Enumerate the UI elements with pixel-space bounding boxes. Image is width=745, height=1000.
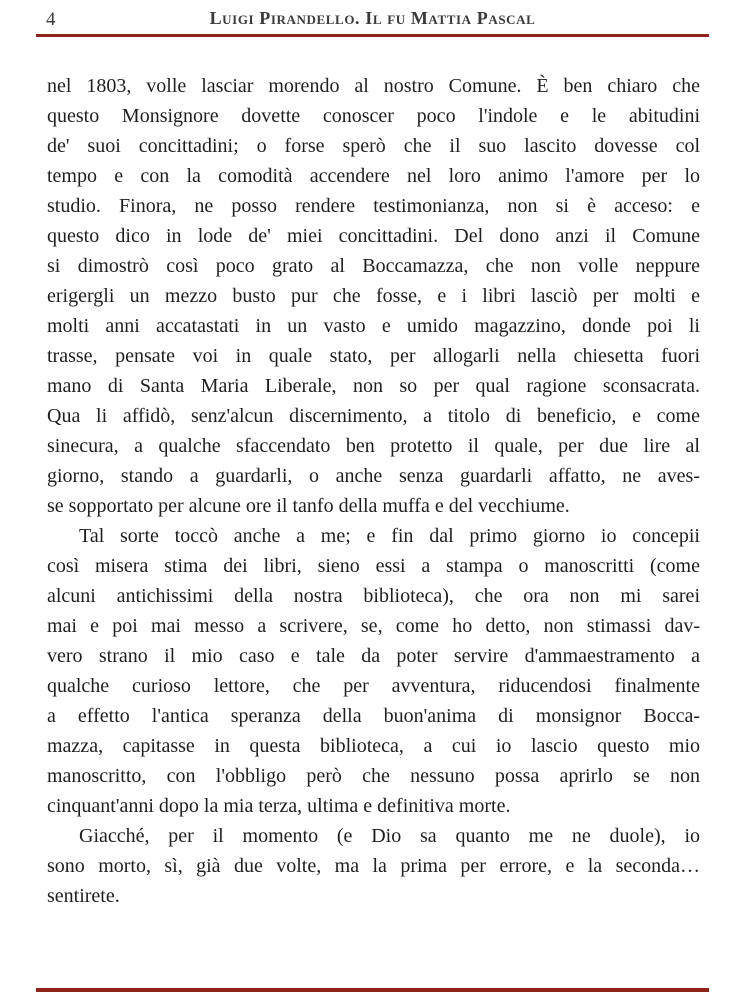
text-line: a effetto l'antica speranza della buon'anima di monsignor Bocca- <box>47 705 700 727</box>
text-line: tempo e con la comodità accendere nel loro animo l'amore per lo <box>47 165 700 187</box>
text-line: vero strano il mio caso e tale da poter servire d'ammaestramento a <box>47 645 700 667</box>
body-text <box>47 71 700 911</box>
text-line: se sopportato per alcune ore il tanfo della muffa e del vecchiume. <box>47 495 570 517</box>
text-line: mai e poi mai messo a scrivere, se, come ho detto, non stimassi dav- <box>47 615 700 637</box>
text-line: erigergli un mezzo busto pur che fosse, e i libri lasciò per molti e <box>47 285 700 307</box>
header-rule <box>36 34 709 37</box>
text-line: studio. Finora, ne posso rendere testimonianza, non si è acceso: e <box>47 195 700 217</box>
text-line: manoscritto, con l'obbligo però che nessuno possa aprirlo se non <box>47 765 700 787</box>
text-line: mano di Santa Maria Liberale, non so per qual ragione sconsacrata. <box>47 375 700 397</box>
text-line: Giacché, per il momento (e Dio sa quanto me ne duole), io <box>79 825 700 847</box>
text-line: de' suoi concittadini; o forse sperò che il suo lascito dovesse col <box>47 135 700 157</box>
running-title: Luigi Pirandello. Il fu Mattia Pascal <box>209 8 536 28</box>
page-number: 4 <box>46 9 56 30</box>
text-line: mazza, capitasse in questa biblioteca, a cui io lascio questo mio <box>47 735 700 757</box>
page-header <box>36 8 709 32</box>
text-line: trasse, pensate voi in quale stato, per allogarli nella chiesetta fuori <box>47 345 700 367</box>
text-line: molti anni accatastati in un vasto e umido magazzino, donde poi li <box>47 315 700 337</box>
paragraph <box>47 71 700 521</box>
paragraph <box>47 821 700 911</box>
text-line: Tal sorte toccò anche a me; e fin dal primo giorno io concepii <box>79 525 700 547</box>
text-line: si dimostrò così poco grato al Boccamazza, che non volle neppure <box>47 255 700 277</box>
text-line: questo dico in lode de' miei concittadini. Del dono anzi il Comune <box>47 225 700 247</box>
text-line: Qua li affidò, senz'alcun discernimento, a titolo di beneficio, e come <box>47 405 700 427</box>
footer-rule <box>36 988 709 992</box>
paragraph <box>47 521 700 821</box>
text-line: cinquant'anni dopo la mia terza, ultima e definitiva morte. <box>47 795 511 817</box>
text-line: giorno, stando a guardarli, o anche senza guardarli affatto, ne aves- <box>47 465 700 487</box>
text-line: questo Monsignore dovette conoscer poco l'indole e le abitudini <box>47 105 700 127</box>
text-line: qualche curioso lettore, che per avventura, riducendosi finalmente <box>47 675 700 697</box>
text-line: sinecura, a qualche sfaccendato ben protetto il quale, per due lire al <box>47 435 700 457</box>
text-line: sentirete. <box>47 885 120 907</box>
text-line: sono morto, sì, già due volte, ma la prima per errore, e la seconda… <box>47 855 700 877</box>
text-line: alcuni antichissimi della nostra biblioteca), che ora non mi sarei <box>47 585 700 607</box>
text-line: nel 1803, volle lasciar morendo al nostro Comune. È ben chiaro che <box>47 75 700 97</box>
text-line: così misera stima dei libri, sieno essi a stampa o manoscritti (come <box>47 555 700 577</box>
